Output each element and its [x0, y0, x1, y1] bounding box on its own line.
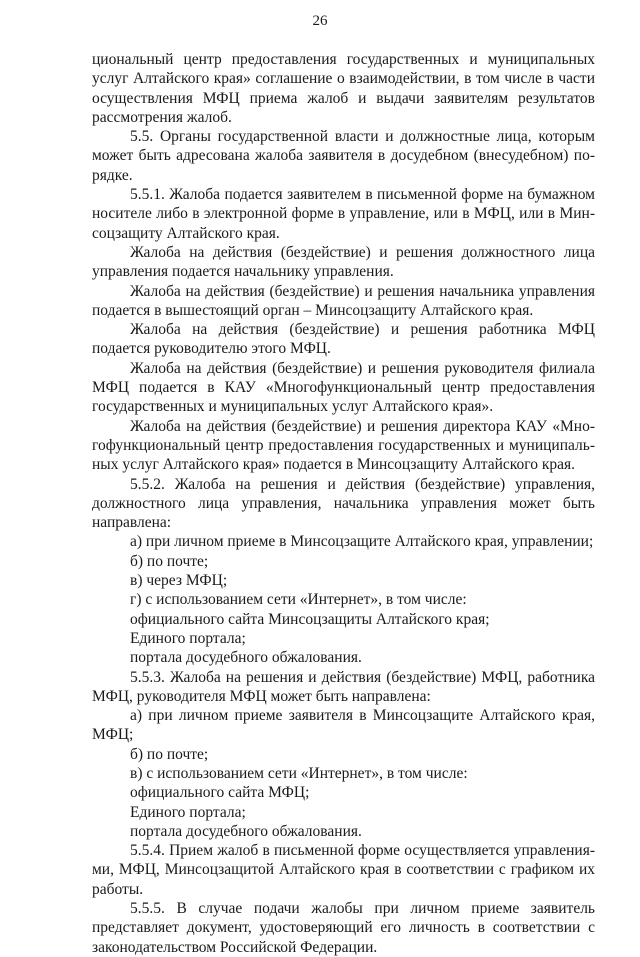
- paragraph-5-5-2: 5.5.2. Жалоба на решения и действия (бездействие) управления, должностного лица управления, начальника управления может быть направлена:: [92, 475, 595, 532]
- list-item-d: г) с использованием сети «Интернет», в том числе:: [130, 591, 467, 609]
- paragraph-complaint-mfc-worker: Жалоба на действия (бездействие) и решения работника МФЦ подается руководителю этого МФЦ.: [92, 321, 595, 358]
- list-item-mfc-site: официального сайта МФЦ;: [130, 784, 310, 802]
- list-item-unified-portal: Единого портала;: [130, 803, 246, 821]
- paragraph-continuation: циональный центр предоставления государственных и муниципальных услуг Алтайского края» соглашение о взаимодействии, в том числе в части осуществления МФЦ приема жалоб и выдачи заявителям результатов рассмотрения жалоб.: [92, 51, 595, 126]
- paragraph-5-5: 5.5. Органы государственной власти и должностные лица, которым может быть адресована жалоба заявителя в досудебном (внесудебном) порядке.: [92, 128, 595, 184]
- paragraph-5-5-1: 5.5.1. Жалоба подается заявителем в письменной форме на бумажном носителе либо в электронной форме в управление, или в МФЦ, или в Минсоцзащиту Алтайского края.: [92, 186, 595, 242]
- list-item-c: в) через МФЦ;: [130, 572, 228, 590]
- paragraph-complaint-official: Жалоба на действия (бездействие) и решения должностного лица управления подается начальнику управления.: [92, 243, 595, 281]
- paragraph-complaint-branch-head: Жалоба на действия (бездействие) и решения руководителя филиала МФЦ подается в КАУ «Многофункциональный центр предоставления государственных и муниципальных услуг Алтайского края».: [92, 359, 595, 416]
- list-item-unified-portal: Единого портала;: [130, 629, 246, 647]
- list-item-b: б) по почте;: [130, 745, 209, 763]
- paragraph-5-5-4: 5.5.4. Прием жалоб в письменной форме осуществляется управлениями, МФЦ, Минсоцзащитой Алтайского края в соответствии с графиком их работы.: [92, 842, 595, 898]
- list-item-a: а) при личном приеме заявителя в Минсоцзащите Алтайского края, МФЦ;: [92, 707, 595, 744]
- list-item-pretrial-portal: портала досудебного обжалования.: [130, 649, 362, 667]
- list-item-pretrial-portal: портала досудебного обжалования.: [130, 822, 362, 840]
- list-item-a: а) при личном приеме в Минсоцзащите Алтайского края, управлении;: [130, 533, 594, 551]
- document-body: [92, 50, 595, 957]
- paragraph-complaint-head: Жалоба на действия (бездействие) и решения начальника управления подается в вышестоящий орган – Минсоцзащиту Алтайского края.: [92, 282, 595, 319]
- paragraph-5-5-3: 5.5.3. Жалоба на решения и действия (бездействие) МФЦ, работника МФЦ, руководителя МФЦ может быть направлена:: [92, 668, 595, 705]
- list-item-official-site: официального сайта Минсоцзащиты Алтайского края;: [130, 610, 490, 628]
- paragraph-complaint-director: Жалоба на действия (бездействие) и решения директора КАУ «Многофункциональный центр предоставления государственных и муниципальных услуг Алтайского края» подается в Минсоцзащиту Алтайского края.: [92, 417, 595, 474]
- list-item-b: б) по почте;: [130, 552, 209, 570]
- page-number: 26: [312, 13, 328, 29]
- list-item-c: в) с использованием сети «Интернет», в том числе:: [130, 764, 468, 782]
- paragraph-5-5-5: 5.5.5. В случае подачи жалобы при личном приеме заявитель представляет документ, удостоверяющий его личность в соответствии с законодательством Российской Федерации.: [92, 900, 595, 956]
